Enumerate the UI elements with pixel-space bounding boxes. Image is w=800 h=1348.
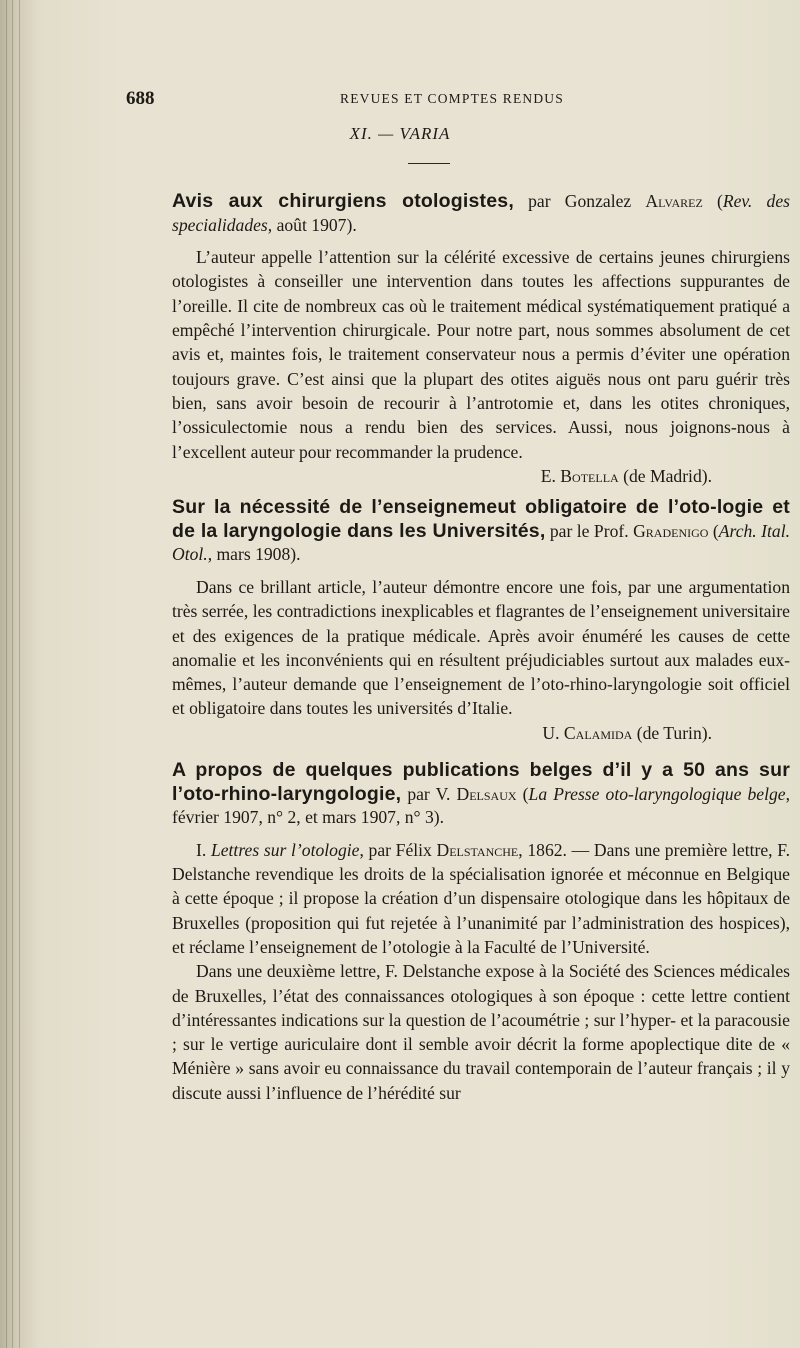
page-number: 688 [126, 88, 155, 109]
article-date: , mars 1908). [207, 544, 301, 565]
article-paragraph: L’auteur appelle l’attention sur la célérité excessive de certains jeunes chirurgiens otologistes à conseiller une intervention dans toutes les affections suppurantes de l’oreille. Il cite de nombreux cas où le traitement médical systématiquement pratiqué a empêché l’intervention chirurgicale. Pour notre part, nous sommes absolument de cet avis et, maintes fois, le traitement conservateur nous a permis d’éviter une opération toujours grave. C’est ainsi que la plupart des otites aiguës nous ont paru guérir très bien, sans avoir besoin de recourir à l’antrotomie et, dans les otites chroniques, l’ossiculectomie nous a rendu bien des services. Aussi, nous joignons-nous à l’excellent auteur pour recommander la prudence. [172, 247, 790, 462]
article-source: La Presse oto-laryngologique belge [528, 783, 786, 804]
article-signature: E. Botella (de Madrid). [540, 465, 712, 486]
binding-shadow [19, 0, 20, 1348]
page-header [0, 88, 800, 110]
binding-shadow [12, 0, 13, 1348]
section-divider [408, 163, 450, 164]
article-source: Arch. Ital. Otol. [172, 520, 790, 565]
article-author: Alvarez [645, 191, 703, 211]
article-author: Delsaux [456, 783, 517, 804]
article-heading: Avis aux chirurgiens otologistes, par Gonzalez Alvarez (Rev. des specialidades, août 1907). [172, 190, 790, 235]
article-heading: Sur la nécessité de l’enseignemeut obligatoire de l’oto-logie et de la laryngologie dans les Universités, par le Prof. Gradenigo (Arch. Ital. Otol., mars 1908). [172, 496, 790, 565]
article-heading: A propos de quelques publications belges d’il y a 50 ans sur l’oto-rhino-laryngologie, par V. Delsaux (La Presse oto-laryngologique belge, février 1907, n° 2, et mars 1907, n° 3). [172, 759, 791, 828]
article-source: Rev. des specialidades [172, 191, 790, 235]
section-title: XI. — VARIA [349, 124, 451, 143]
article-body [172, 190, 790, 1105]
article-date: , février 1907, n° 2, et mars 1907, n° 3). [172, 783, 791, 828]
article-paragraph: Dans ce brillant article, l’auteur démontre encore une fois, par une argumentation très serrée, les contradictions inexplicables et flagrantes de l’enseignement universitaire et des exigences de la pratique médicale. Après avoir énuméré les causes de cette anomalie et les inconvénients qui en résultent préjudiciables surtout aux malades eux-mêmes, l’auteur demande que l’enseignement de l’oto-rhino-laryngologie soit officiel et obligatoire dans toutes les universités d’Italie. [172, 576, 790, 719]
article-title: Avis aux chirurgiens otologistes, [172, 190, 514, 212]
article-author: Gradenigo [633, 520, 709, 541]
binding-shadow [6, 0, 7, 1348]
article-paragraph: Dans une deuxième lettre, F. Delstanche expose à la Société des Sciences médicales de Bruxelles, l’état des connaissances otologiques à son époque : cette lettre contient d’intéressantes indications sur la question de l’acoumétrie ; sur l’hyper- et la paracousie ; sur le vertige auriculaire dont il semble avoir décrit la forme apoplectique dite de « Ménière » sans avoir eu connaissance du travail contemporain de l’auteur français ; il y discute aussi l’influence de l’hérédité sur [172, 961, 790, 1103]
article-signature: U. Calamida (de Turin). [542, 722, 712, 743]
article-title: A propos de quelques publications belges d’il y a 50 ans sur l’oto-rhino-laryngologie, [172, 759, 790, 805]
article-date: , août 1907). [267, 214, 357, 235]
article-paragraph: I. Lettres sur l’otologie, par Félix Delstanche, 1862. — Dans une première lettre, F. Delstanche revendique les droits de la spécialisation ignorée et méconnue en Belgique à cette époque ; il propose la création d’un dispensaire otologique dans les hôpitaux de Bruxelles (proposition qui fut rejetée à l’unanimité par l’administration des hospices), et réclame l’enseignement de l’otologie à la Faculté de l’Université. [172, 839, 790, 957]
running-head: REVUES ET COMPTES RENDUS [340, 91, 564, 106]
article-title: Sur la nécessité de l’enseignemeut obligatoire de l’oto-logie et de la laryngologie dans les Universités, [172, 496, 790, 542]
